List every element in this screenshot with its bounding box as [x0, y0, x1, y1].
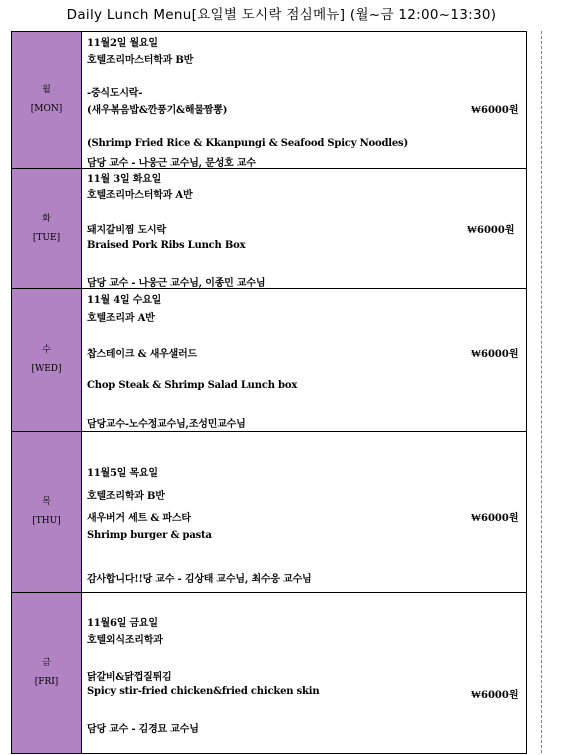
table-row-fri: [12, 593, 527, 754]
menu-class: 호텔조리마스터학과 B반: [87, 55, 194, 66]
price: ₩6000원: [471, 349, 519, 360]
table-row-mon: [12, 32, 527, 169]
day-cell-tue: [12, 169, 82, 288]
menu-professors: 담당 교수 - 나웅근 교수님, 문성호 교수: [87, 158, 256, 169]
price: ₩6000원: [471, 690, 519, 701]
menu-professors: 감사합니다!!당 교수 - 김상태 교수님, 최수응 교수님: [87, 574, 312, 585]
menu-cell-mon: [82, 32, 527, 168]
menu-cell-fri: [82, 593, 527, 753]
day-cell-thu: [12, 432, 82, 592]
day-eng: [FRI]: [34, 677, 59, 687]
day-kor: 월: [42, 85, 51, 95]
menu-date: 11월 4일 수요일: [87, 295, 162, 306]
menu-class: 호텔조리마스터학과 A반: [87, 190, 193, 201]
day-eng: [MON]: [30, 104, 63, 114]
table-row-wed: [12, 289, 527, 432]
price: ₩6000원: [471, 105, 519, 116]
price: ₩6000원: [467, 225, 515, 236]
menu-class: 호텔조리과 A반: [87, 313, 155, 324]
menu-item-kor: 찹스테이크 & 새우샐러드: [87, 349, 197, 360]
menu-professors: 담당 교수 - 김경묘 교수님: [87, 724, 199, 735]
menu-cell-tue: [82, 169, 527, 288]
day-cell-wed: [12, 289, 82, 431]
menu-item-eng: Shrimp burger & pasta: [87, 530, 212, 541]
day-kor: 수: [42, 345, 51, 355]
day-kor: 목: [42, 497, 51, 507]
menu-item-kor: 돼지갈비찜 도시락: [87, 225, 166, 236]
menu-cell-thu: [82, 432, 527, 592]
menu-item-eng: (Shrimp Fried Rice & Kkanpungi & Seafood Spicy Noodles): [87, 138, 408, 149]
menu-category: -중식도시락-: [87, 88, 143, 99]
menu-item-eng: Chop Steak & Shrimp Salad Lunch box: [87, 380, 298, 391]
day-eng: [WED]: [31, 364, 62, 374]
menu-date: 11월 3일 화요일: [87, 174, 162, 185]
menu-date: 11월5일 목요일: [87, 468, 158, 479]
day-eng: [TUE]: [32, 232, 61, 243]
menu-cell-wed: [82, 289, 527, 431]
day-eng: [THU]: [32, 516, 61, 526]
menu-item-eng: Spicy stir-fried chicken&fried chicken skin: [87, 686, 320, 697]
day-cell-fri: [12, 593, 82, 753]
menu-professors: 담당 교수 - 나웅근 교수님, 이종민 교수님: [87, 278, 266, 289]
table-row-tue: [12, 169, 527, 289]
page-margin-guide: [541, 31, 542, 753]
menu-date: 11월6일 금요일: [87, 618, 158, 629]
day-kor: 금: [42, 658, 51, 668]
table-row-thu: [12, 432, 527, 593]
menu-item-kor: (새우볶음밥&깐풍기&해물짬뽕): [87, 105, 228, 116]
menu-class: 호텔조리학과 B반: [87, 491, 165, 502]
menu-class: 호텔외식조리학과: [87, 635, 163, 646]
day-cell-mon: [12, 32, 82, 168]
menu-item-kor: 닭갈비&닭껍질튀김: [87, 672, 172, 683]
day-kor: 화: [42, 213, 51, 224]
menu-date: 11월2일 월요일: [87, 38, 158, 49]
price: ₩6000원: [471, 513, 519, 524]
menu-item-kor: 새우버거 세트 & 파스타: [87, 513, 191, 524]
menu-item-eng: Braised Pork Ribs Lunch Box: [87, 240, 246, 251]
lunch-menu-table: [11, 31, 527, 754]
menu-professors: 담당교수-노수정교수님,조성민교수님: [87, 419, 246, 430]
page-title: Daily Lunch Menu[요일별 도시락 점심메뉴] (월~금 12:00~13:30): [66, 7, 497, 23]
